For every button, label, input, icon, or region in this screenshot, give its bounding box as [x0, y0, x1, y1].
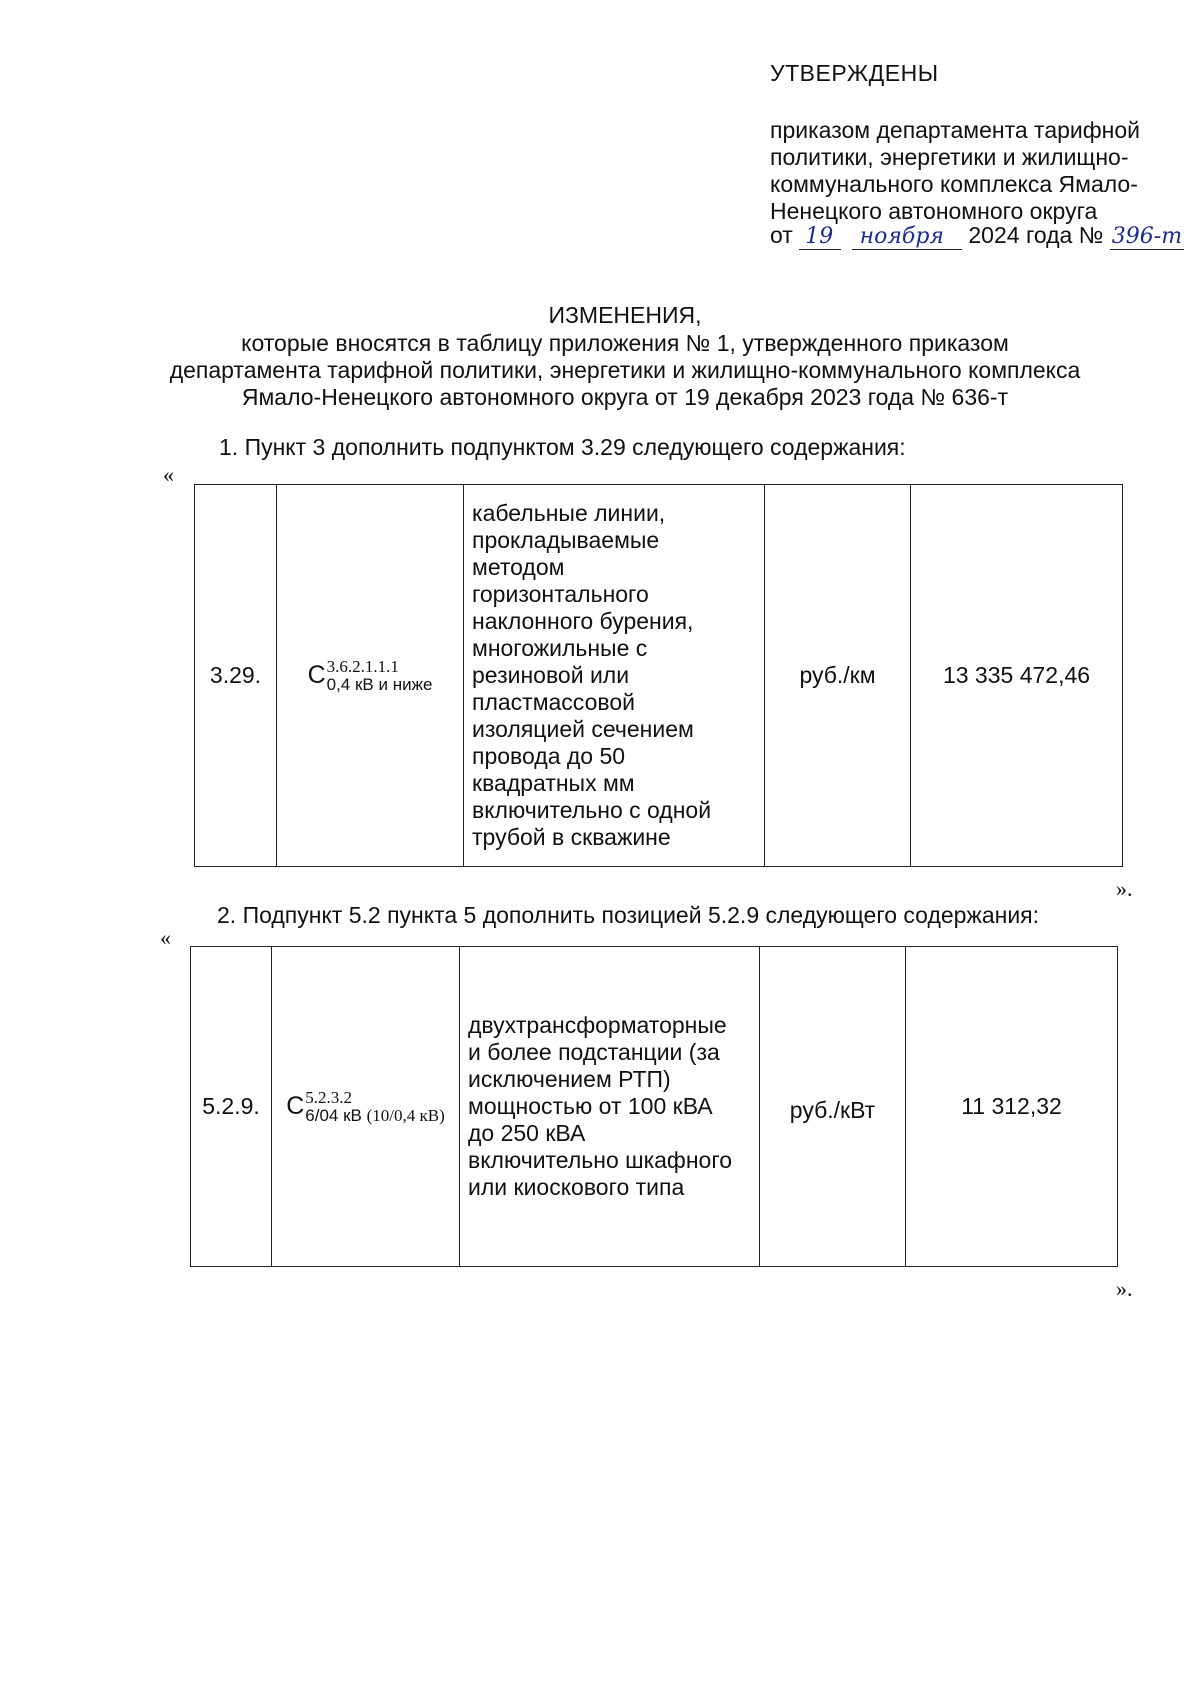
approval-line: коммунального комплекса Ямало- [770, 171, 1138, 197]
tariff-symbol [286, 1089, 445, 1125]
cell-symbol [271, 946, 460, 1267]
document-subtitle-line: департамента тарифной политики, энергетики и жилищно-коммунального комплекса [169, 357, 1081, 383]
description-line: квадратных мм [472, 770, 635, 796]
description-line: горизонтального [472, 581, 649, 607]
description-line: исключением РТП) [468, 1066, 671, 1092]
description-line: двухтрансформаторные [468, 1012, 727, 1038]
document-title: ИЗМЕНЕНИЯ, [548, 302, 702, 328]
date-prefix: от [770, 222, 793, 248]
cell-number [194, 484, 277, 867]
description-line: резиновой или [472, 662, 630, 688]
symbol-base: С [286, 1092, 305, 1120]
description-line: кабельные линии, [472, 500, 666, 526]
handwritten-order-number: 396-т [1111, 224, 1183, 249]
row-description [468, 1012, 732, 1201]
closing-quote: ». [1116, 876, 1133, 901]
description-line: трубой в скважине [472, 824, 671, 850]
description-line: провода до 50 [472, 743, 626, 769]
description-line: включительно шкафного [468, 1147, 733, 1173]
document-subtitle-line: которые вносятся в таблицу приложения № 1, утвержденного приказом [241, 330, 1009, 356]
symbol-subscript-alt: (10/0,4 кВ) [366, 1105, 445, 1125]
approval-line: Ненецкого автономного округа [770, 198, 1098, 224]
description-line: наклонного бурения, [472, 608, 694, 634]
opening-quote: « [160, 925, 171, 950]
description-line: методом [472, 554, 565, 580]
description-line: включительно с одной [472, 797, 712, 823]
description-line: мощностью от 100 кВА [468, 1093, 713, 1119]
row-value: 11 312,32 [961, 1093, 1062, 1119]
approval-text [770, 117, 1190, 225]
symbol-subscript: 0,4 кВ и ниже [326, 674, 433, 694]
row-number: 3.29. [209, 662, 262, 688]
closing-quote: ». [1116, 1276, 1133, 1301]
cell-unit [759, 946, 906, 1267]
row-description [472, 500, 711, 851]
handwritten-day: 19 [799, 224, 841, 250]
opening-quote: « [163, 462, 174, 487]
cell-description [459, 946, 760, 1267]
cell-symbol [276, 484, 464, 867]
description-line: и более подстанции (за [468, 1039, 720, 1065]
item2-instruction: 2. Подпункт 5.2 пункта 5 дополнить позицией 5.2.9 следующего содержания: [217, 902, 1040, 928]
symbol-subscript-main: 6/04 кВ [305, 1105, 362, 1125]
tariff-symbol [308, 658, 433, 694]
approval-line: политики, энергетики и жилищно- [770, 144, 1129, 170]
row-value: 13 335 472,46 [942, 662, 1091, 688]
cell-value [905, 946, 1118, 1267]
row-number: 5.2.9. [202, 1093, 260, 1119]
description-line: пластмассовой [472, 689, 635, 715]
item1-instruction: 1. Пункт 3 дополнить подпунктом 3.29 следующего содержания: [219, 434, 906, 460]
description-line: до 250 кВА [468, 1120, 586, 1146]
row-unit: руб./кВт [789, 1097, 876, 1123]
cell-value [910, 484, 1123, 867]
cell-description [463, 484, 765, 867]
handwritten-month: ноября [852, 224, 962, 250]
description-line: или киоскового типа [468, 1174, 685, 1200]
approval-date [770, 222, 1184, 250]
approval-line: приказом департамента тарифной [770, 117, 1141, 143]
symbol-base: С [307, 661, 326, 689]
document-subtitle-line: Ямало-Ненецкого автономного округа от 19 декабря 2023 года № 636-т [241, 384, 1009, 410]
symbol-subscript [305, 1107, 444, 1125]
cell-unit [764, 484, 911, 867]
description-line: многожильные с [472, 635, 648, 661]
description-line: изоляцией сечением [472, 716, 694, 742]
date-year-text: 2024 года № [968, 222, 1104, 248]
row-unit: руб./км [799, 662, 876, 688]
symbol-superscript: 5.2.3.2 [305, 1087, 353, 1107]
description-line: прокладываемые [472, 527, 660, 553]
symbol-superscript: 3.6.2.1.1.1 [326, 656, 399, 676]
approval-heading: УТВЕРЖДЕНЫ [770, 60, 939, 86]
cell-number [190, 946, 272, 1267]
